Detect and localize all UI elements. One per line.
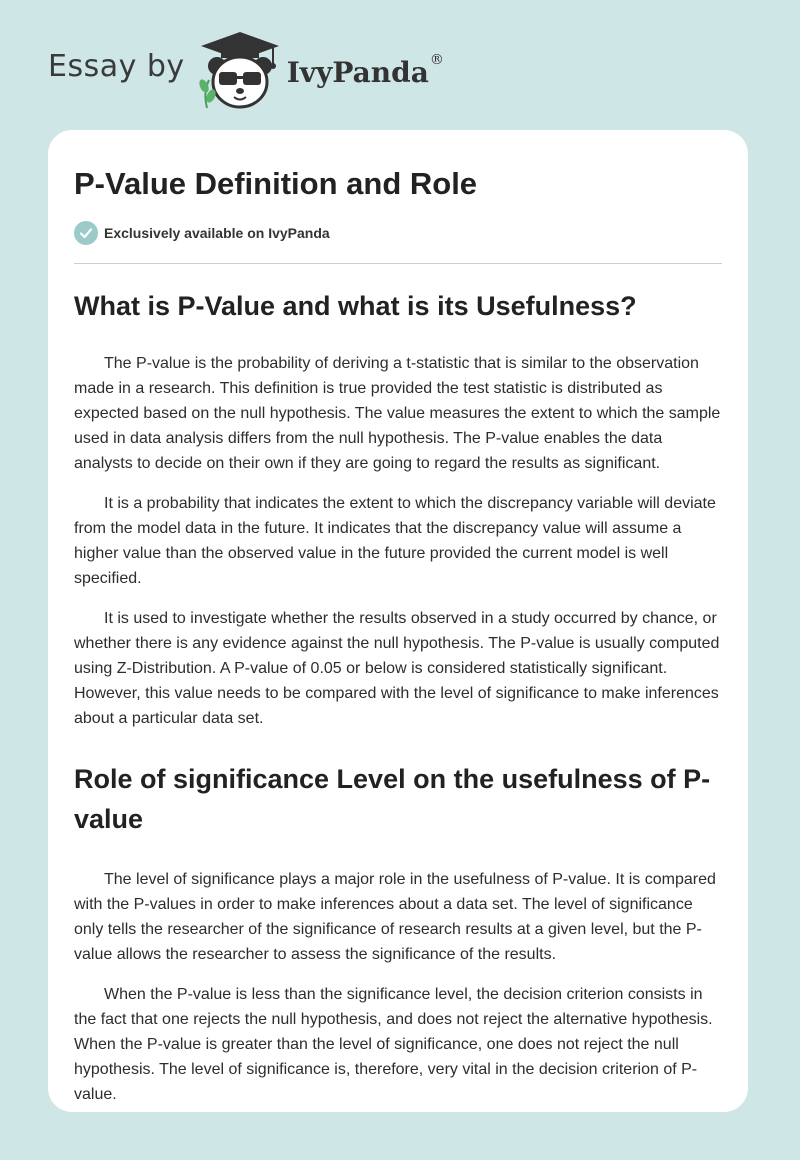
brand-prefix: Essay by xyxy=(48,48,185,84)
section-body xyxy=(74,351,722,731)
article-card xyxy=(48,130,748,1112)
paragraph: It is a probability that indicates the extent to which the discrepancy variable will deviate from the model data in the future. It indicates that the discrepancy value will assume a higher value than the observed value in the future provided the current model is well specified. xyxy=(74,495,716,587)
panda-logo-icon xyxy=(197,30,283,112)
divider xyxy=(74,263,722,264)
section-heading: Role of significance Level on the usefulness of P-value xyxy=(74,764,711,834)
section-heading: What is P-Value and what is its Usefulness? xyxy=(74,291,637,321)
paragraph: It is used to investigate whether the results observed in a study occurred by chance, or whether there is any evidence against the null hypothesis. The P-value is usually computed using Z-Distribution. A P-value of 0.05 or below is considered statistically significant. However, this value needs to be compared with the level of significance to make inferences about a particular data set. xyxy=(74,610,720,727)
brand-header[interactable] xyxy=(48,30,444,112)
brand-name: IvyPanda® xyxy=(286,51,444,89)
section-body xyxy=(74,867,722,1107)
paragraph: When the P-value is less than the significance level, the decision criterion consists in the fact that one rejects the null hypothesis, and does not reject the alternative hypothesis. When the P-value is greater than the level of significance, one does not reject the null hypothesis. The level of significance is, therefore, very vital in the decision criterion of P-value. xyxy=(74,986,713,1103)
exclusive-badge-label: Exclusively available on IvyPanda xyxy=(104,225,330,241)
paragraph: The level of significance plays a major role in the usefulness of P-value. It is compared with the P-values in order to make inferences about a data set. The level of significance only tells the researcher of the significance of research results at a given level, but the P-value allows the researcher to assess the significance of the results. xyxy=(74,871,716,963)
exclusive-badge xyxy=(74,220,722,246)
page-title: P-Value Definition and Role xyxy=(74,166,478,201)
check-icon xyxy=(74,221,98,245)
paragraph: The P-value is the probability of deriving a t-statistic that is similar to the observation made in a research. This definition is true provided the test statistic is distributed as expected based on the null hypothesis. The value measures the extent to which the sample used in data analysis differs from the null hypothesis. The P-value enables the data analysts to decide on their own if they are going to regard the results as significant. xyxy=(74,355,721,472)
